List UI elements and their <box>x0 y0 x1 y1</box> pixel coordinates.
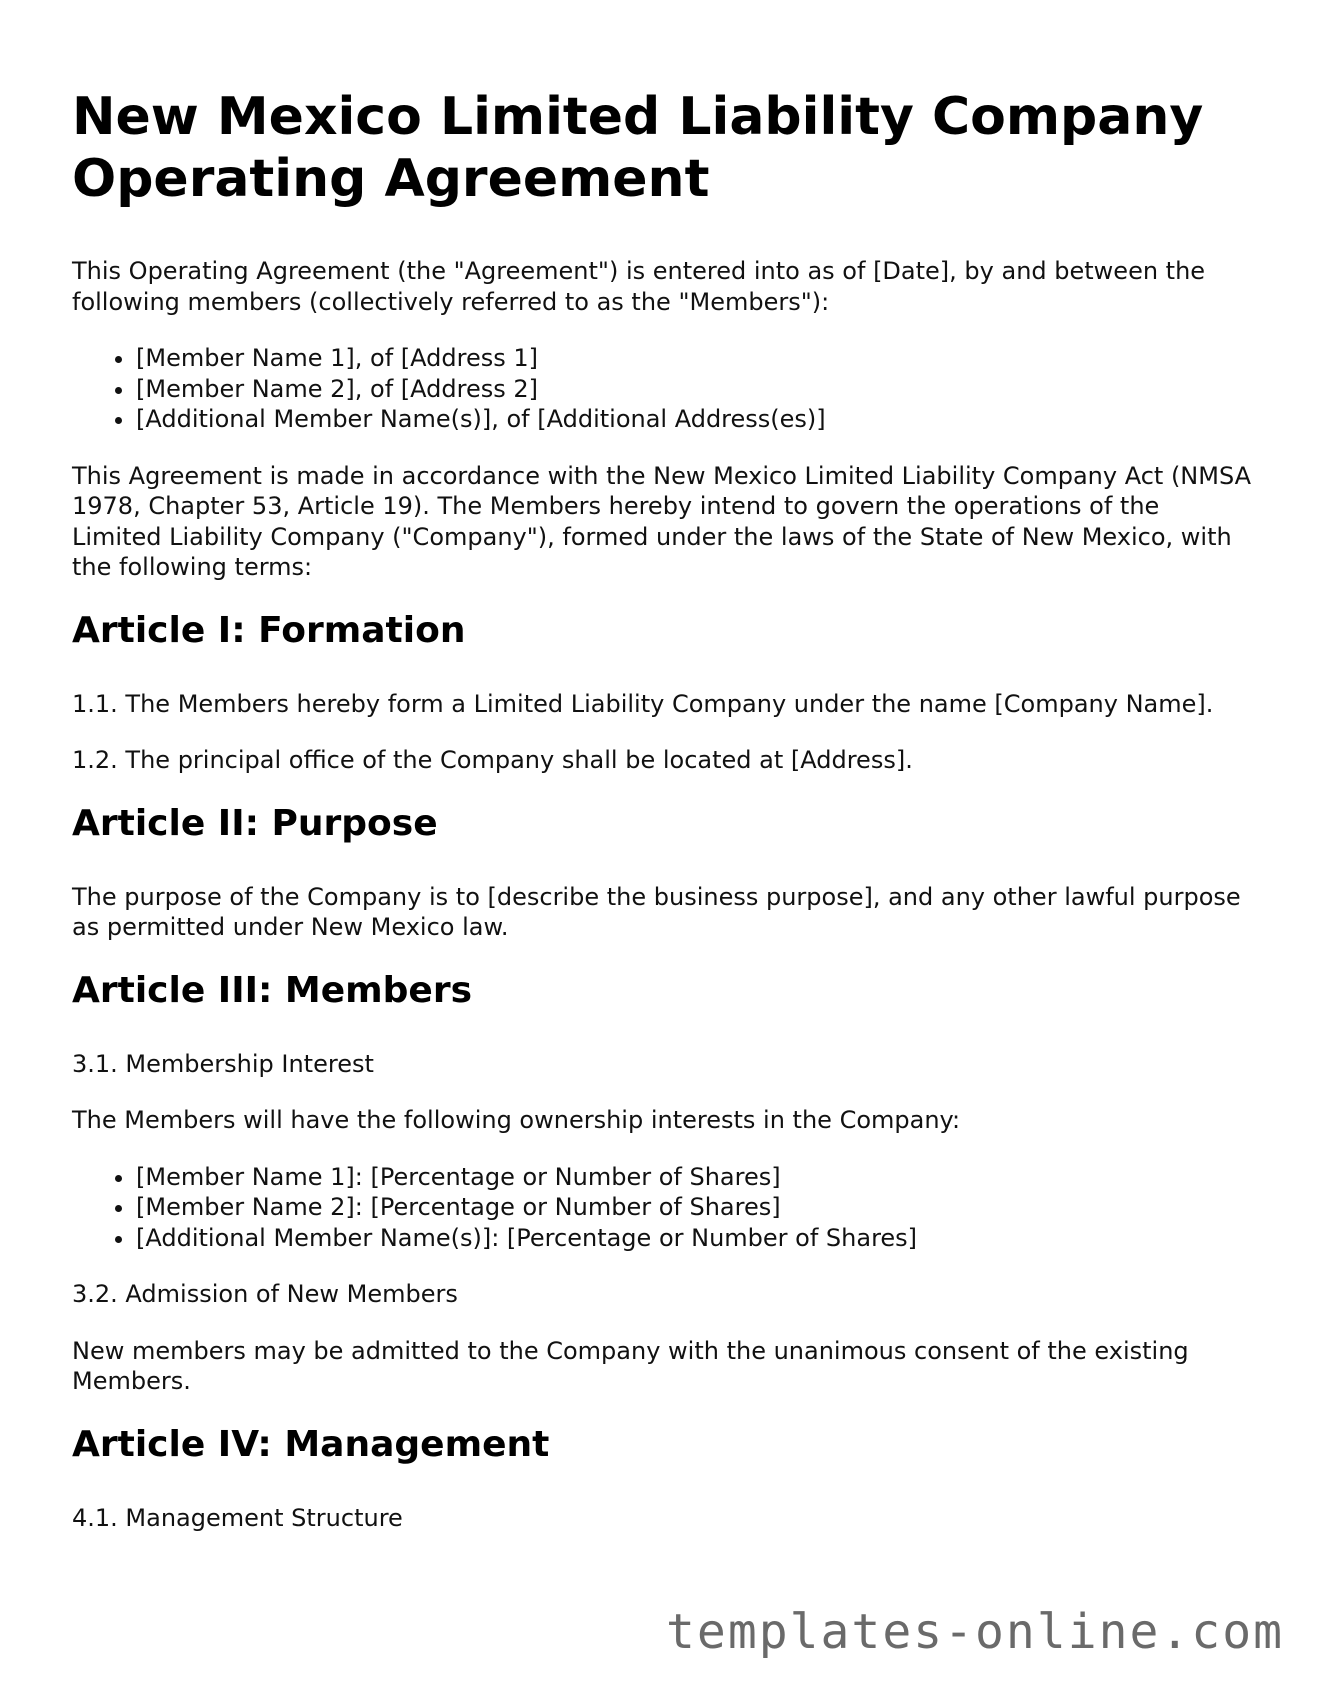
article-4-section-1-title: 4.1. Management Structure <box>72 1503 403 1532</box>
list-item: • [Member Name 2]: [Percentage or Number of Shares] <box>136 1192 1252 1223</box>
member-list <box>72 343 1252 435</box>
watermark: templates-online.com <box>666 1604 1284 1660</box>
list-item: • [Additional Member Name(s)], of [Additional Address(es)] <box>136 404 1252 435</box>
interest-list <box>72 1162 1252 1254</box>
article-3-section-2-text: New members may be admitted to the Company with the unanimous consent of the existing Members. <box>72 1336 1189 1395</box>
article-4-heading: Article IV: Management <box>72 1423 550 1465</box>
document-page <box>72 86 1252 1559</box>
article-1-clause-1: 1.1. The Members hereby form a Limited Liability Company under the name [Company Name]. <box>72 689 1214 718</box>
list-item: • [Additional Member Name(s)]: [Percentage or Number of Shares] <box>136 1223 1252 1254</box>
document-title: New Mexico Limited Liability Company Operating Agreement <box>72 87 1204 209</box>
intro-paragraph: This Operating Agreement (the "Agreement") is entered into as of [Date], by and between the following members (collectively referred to as the "Members"): <box>72 257 1206 316</box>
article-2-purpose: The purpose of the Company is to [describe the business purpose], and any other lawful purpose as permitted under New Mexico law. <box>72 882 1241 941</box>
list-item: • [Member Name 1], of [Address 1] <box>136 343 1252 374</box>
article-1-clause-2: 1.2. The principal office of the Company shall be located at [Address]. <box>72 746 913 774</box>
article-3-section-1-text: The Members will have the following ownership interests in the Company: <box>72 1106 961 1134</box>
list-item: • [Member Name 2], of [Address 2] <box>136 374 1252 405</box>
article-3-section-1-title: 3.1. Membership Interest <box>72 1049 374 1078</box>
article-3-section-2-title: 3.2. Admission of New Members <box>72 1280 458 1308</box>
article-2-heading: Article II: Purpose <box>72 802 438 844</box>
accordance-paragraph: This Agreement is made in accordance with the New Mexico Limited Liability Company Act (NMSA 1978, Chapter 53, Article 19). The Members hereby intend to govern the operations of the Limited Liability Company ("Company"), formed under the laws of the State of New Mexico, with the following terms: <box>72 461 1252 581</box>
article-1-heading: Article I: Formation <box>72 609 466 651</box>
article-3-heading: Article III: Members <box>72 969 473 1011</box>
list-item: • [Member Name 1]: [Percentage or Number of Shares] <box>136 1162 1252 1193</box>
